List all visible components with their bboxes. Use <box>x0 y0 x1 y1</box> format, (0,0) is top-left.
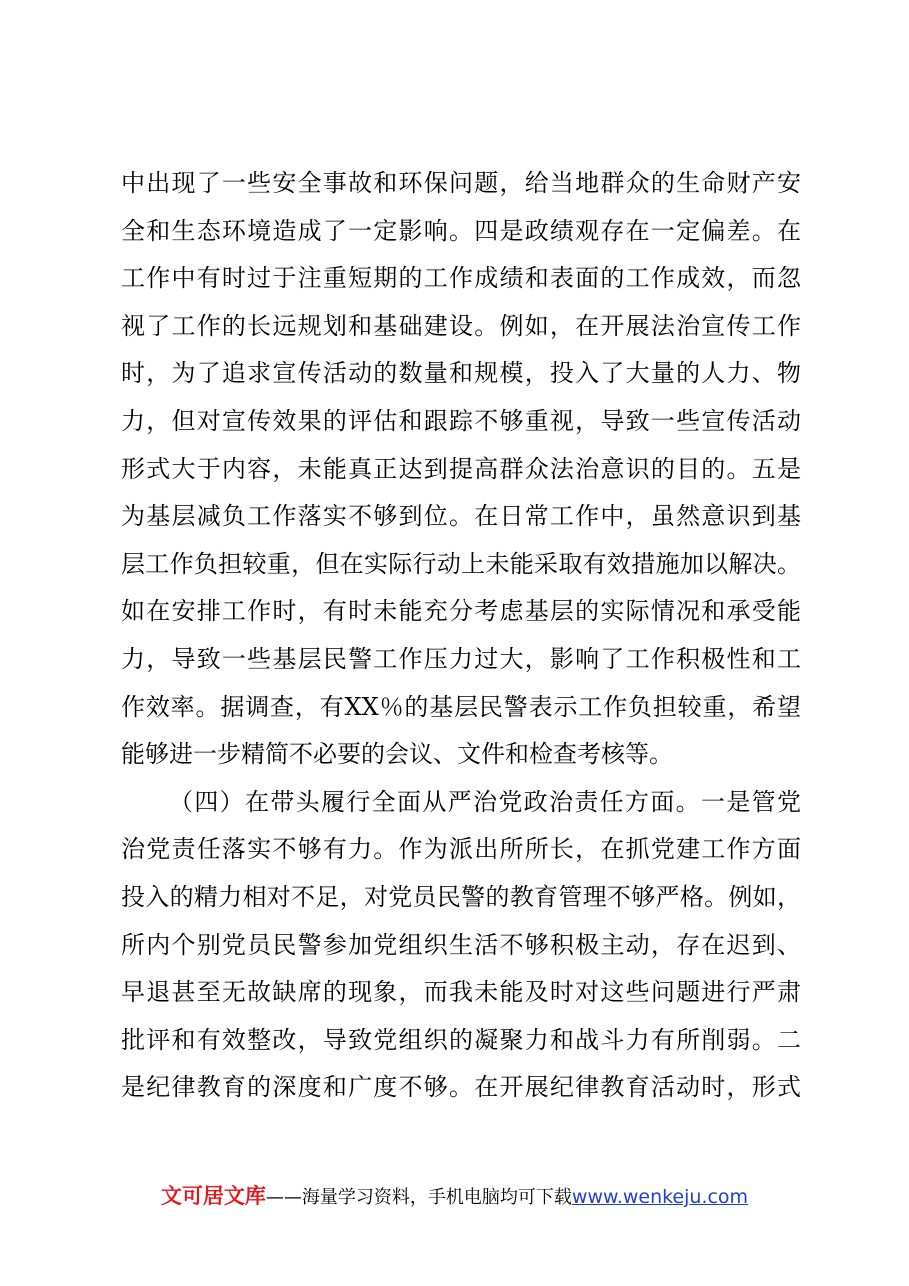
footer-slogan: ——海量学习资料，手机电脑均可下载 <box>265 1187 572 1208</box>
footer-link[interactable]: www.wenkeju.com <box>571 1186 749 1208</box>
text-line: 工作中有时过于注重短期的工作成绩和表面的工作成效，而忽 <box>121 264 801 293</box>
text-line: 全和生态环境造成了一定影响。四是政绩观存在一定偏差。在 <box>121 216 801 245</box>
text-line: 时，为了追求宣传活动的数量和规模，投入了大量的人力、物 <box>121 359 801 388</box>
text-line: 中出现了一些安全事故和环保问题，给当地群众的生命财产安 <box>121 169 801 197</box>
footer-brand: 文可居文库 <box>160 1184 266 1208</box>
text-line: 治党责任落实不够有力。作为派出所所长，在抓党建工作方面 <box>121 835 801 864</box>
text-line: 层工作负担较重，但在实际行动上未能采取有效措施加以解决。 <box>121 549 801 578</box>
text-line: 为基层减负工作落实不够到位。在日常工作中，虽然意识到基 <box>121 502 801 531</box>
text-line: 力，但对宣传效果的评估和跟踪不够重视，导致一些宣传活动 <box>121 406 801 435</box>
text-line: 能够进一步精简不必要的会议、文件和检查考核等。 <box>121 740 673 769</box>
document-body <box>121 160 801 1112</box>
text-line: 所内个别党员民警参加党组织生活不够积极主动，存在迟到、 <box>121 930 801 959</box>
paragraph-2 <box>121 779 801 1112</box>
text-line: 是纪律教育的深度和广度不够。在开展纪律教育活动时，形式 <box>121 1073 801 1102</box>
text-line: 力，导致一些基层民警工作压力过大，影响了工作积极性和工 <box>121 644 801 673</box>
text-line: 作效率。据调查，有XX％的基层民警表示工作负担较重，希望 <box>121 692 801 721</box>
text-line: 如在安排工作时，有时未能充分考虑基层的实际情况和承受能 <box>121 597 801 626</box>
text-line: 形式大于内容，未能真正达到提高群众法治意识的目的。五是 <box>121 454 801 483</box>
text-line: 批评和有效整改，导致党组织的凝聚力和战斗力有所削弱。二 <box>121 1025 801 1054</box>
text-line: 投入的精力相对不足，对党员民警的教育管理不够严格。例如， <box>121 882 801 911</box>
section-heading-line: （四）在带头履行全面从严治党政治责任方面。一是管党 <box>169 787 801 816</box>
text-line: 视了工作的长远规划和基础建设。例如，在开展法治宣传工作 <box>121 311 801 340</box>
paragraph-1 <box>121 160 801 779</box>
page-footer <box>0 1180 909 1210</box>
text-line: 早退甚至无故缺席的现象，而我未能及时对这些问题进行严肃 <box>121 978 801 1007</box>
